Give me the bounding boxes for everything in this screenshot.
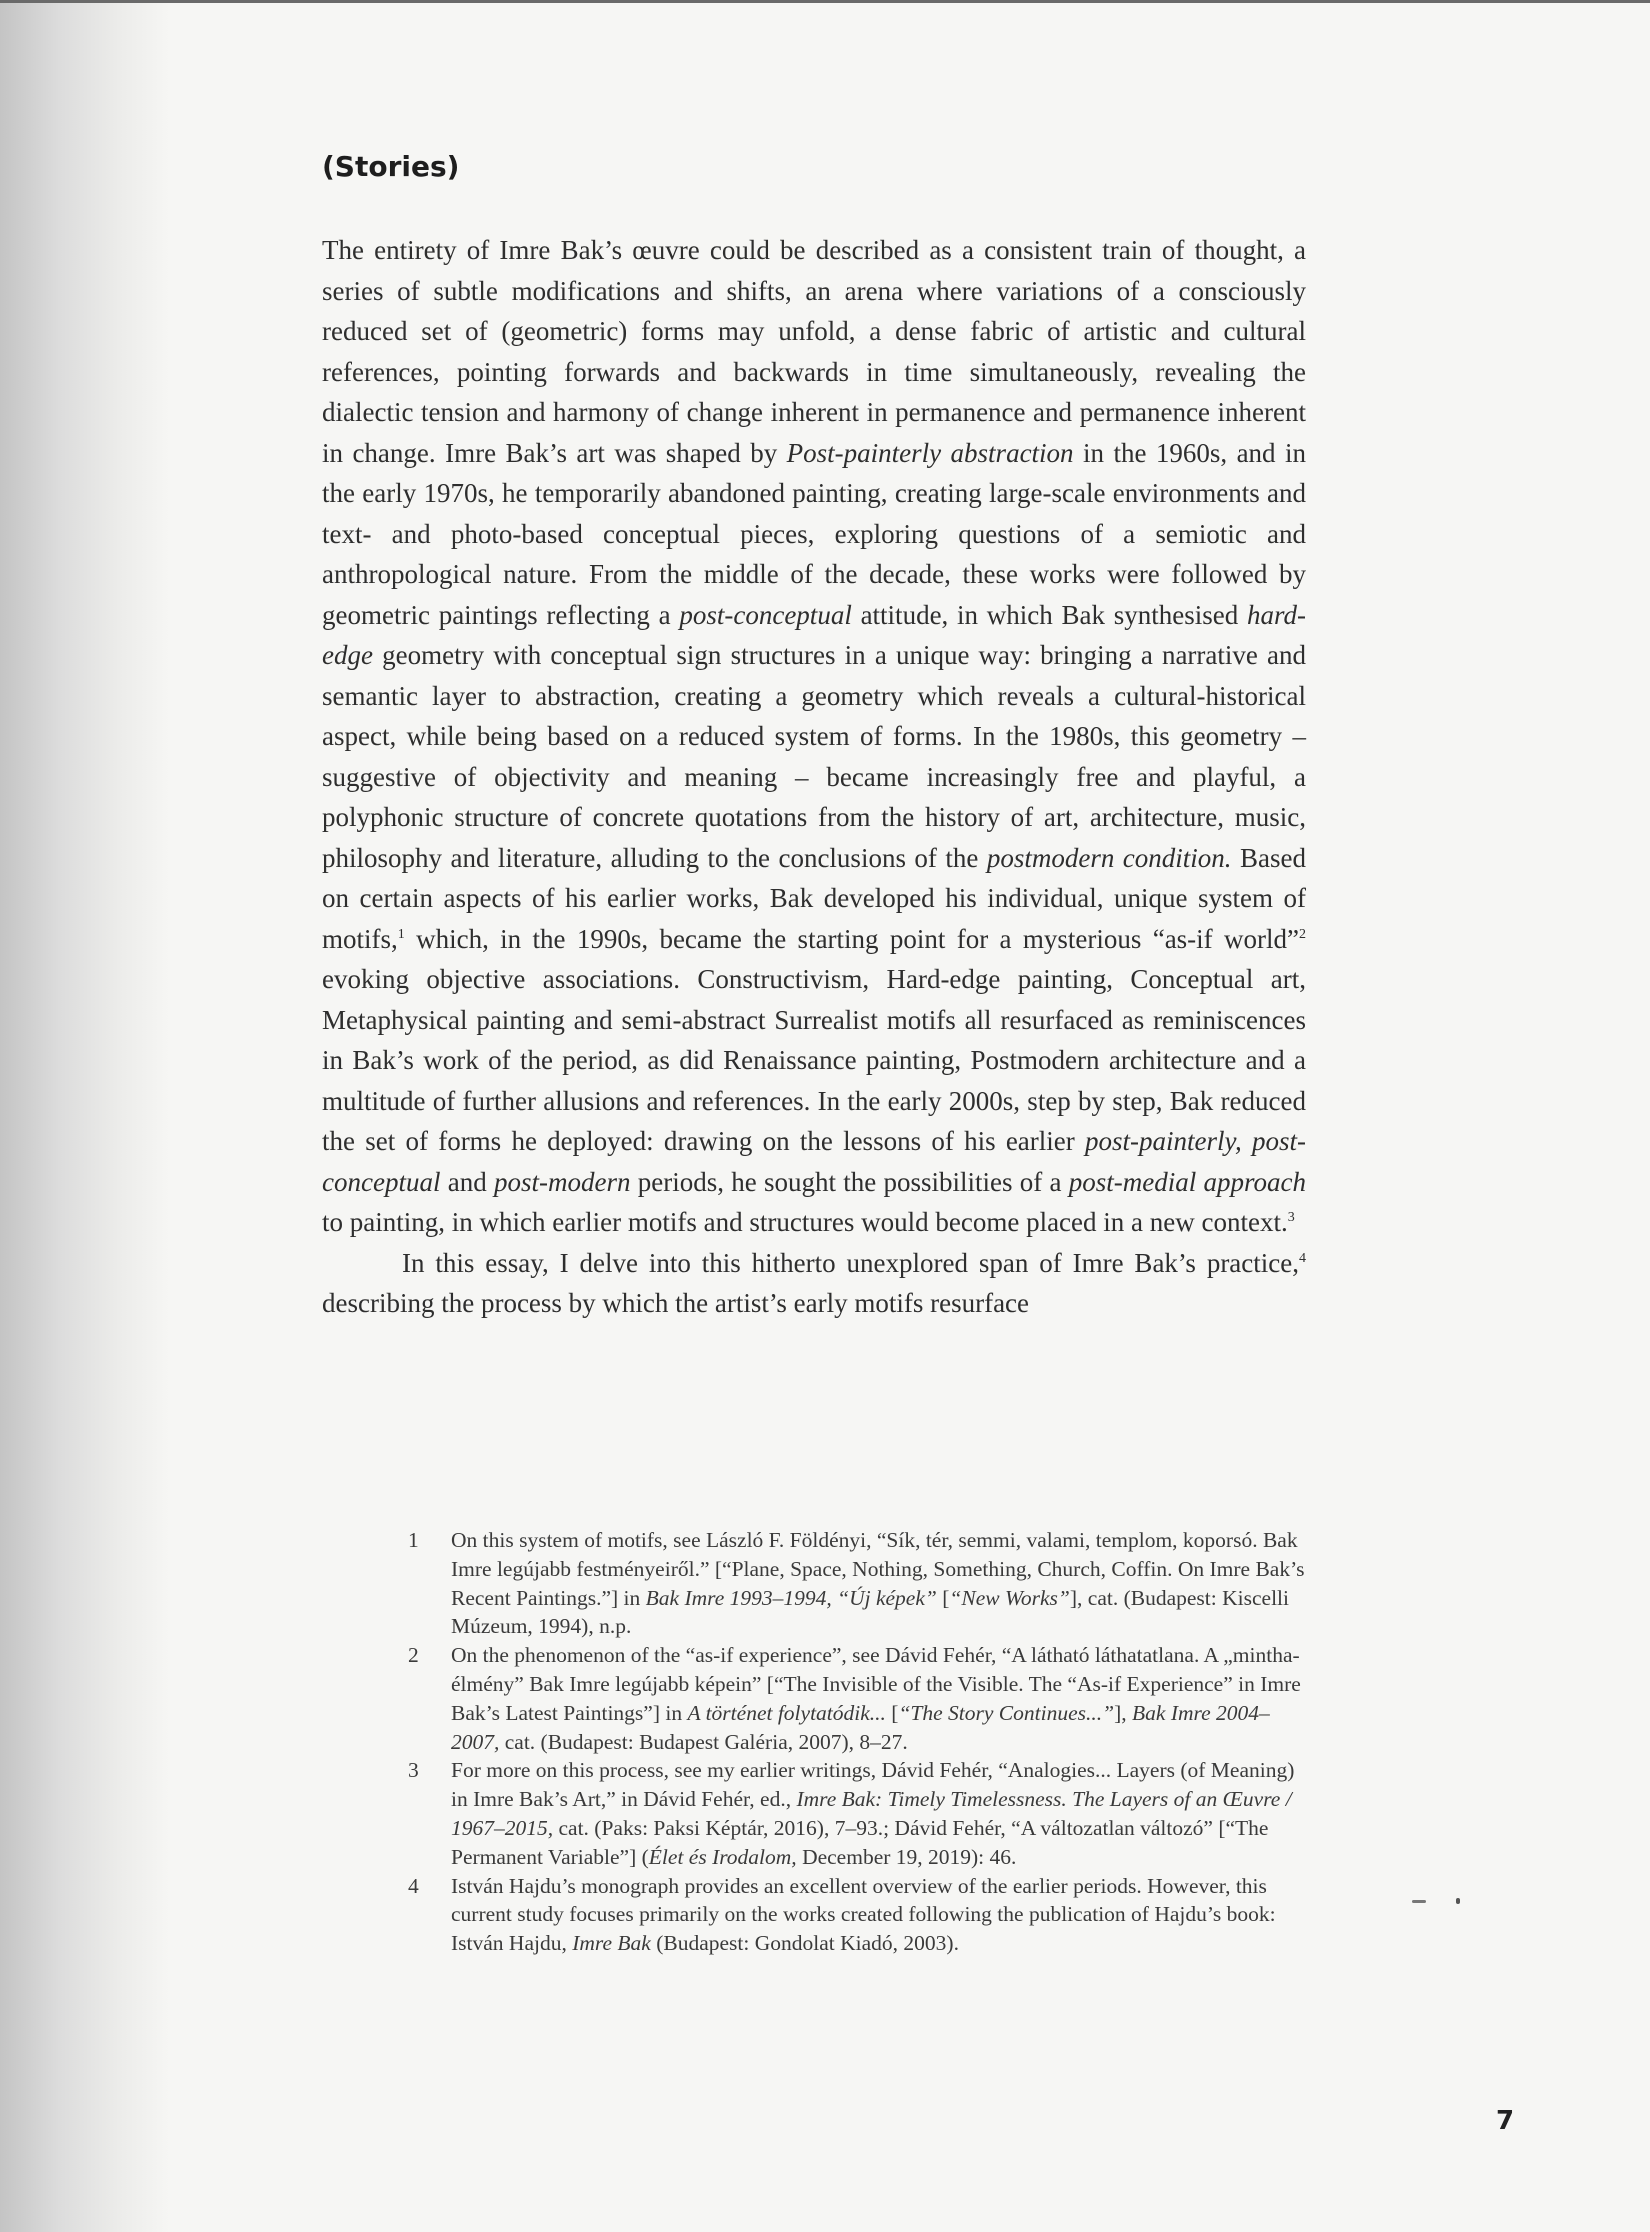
section-heading: (Stories) (322, 150, 460, 183)
text-run: In this essay, I delve into this hitherto unexplored span of Imre Bak’s practice, (402, 1247, 1299, 1278)
text-run: The entirety of Imre Bak’s œuvre could be described as a consistent train of thought, a series of subtle modifications and shifts, an arena where variations of a consciously reduced set of (geometric) forms may unfold, a dense fabric of artistic and cultural references, pointing forwards and backwards in time simultaneously, revealing the dialectic tension and harmony of change inherent in permanence and permanence inherent in change. Imre Bak’s art was shaped by (322, 235, 1306, 468)
footnote-4 (408, 1872, 1308, 1958)
paragraph-1 (322, 230, 1306, 1243)
page-gutter-shadow (0, 0, 170, 2232)
footnote-number: 2 (408, 1643, 419, 1668)
italic-term: post-medial approach (1068, 1166, 1307, 1197)
italic-title: Imre Bak (572, 1931, 651, 1956)
text-run: [ (885, 1700, 899, 1725)
footnote-ref-4[interactable]: 4 (1299, 1250, 1306, 1266)
italic-title: Imre Bak: Timely Timelessness. The Layers of an Œuvre / 1967–2015, (451, 1787, 1292, 1840)
text-run: and (440, 1166, 494, 1197)
footnote-text (451, 1641, 1308, 1756)
text-run: For more on this process, see my earlier writings, Dávid Fehér, “Analogies... Layers (of Meaning) in Imre Bak’s Art,” in Dávid Fehér, ed., (451, 1758, 1295, 1812)
footnote-1 (408, 1526, 1308, 1641)
italic-term: hard-edge (322, 599, 1306, 670)
text-run: in the 1960s, and in the early 1970s, he temporarily abandoned painting, creating large-scale environments and text- and photo-based conceptual pieces, exploring questions of a semiotic and anthropological nature. From the middle of the decade, these works were followed by geometric paintings reflecting a (322, 437, 1306, 630)
footnote-number: 4 (408, 1873, 419, 1898)
footnote-ref-2[interactable]: 2 (1299, 926, 1306, 942)
footnote-2 (408, 1641, 1308, 1756)
italic-term: post-modern (493, 1166, 631, 1197)
scan-speck (1412, 1900, 1426, 1903)
italic-title: “New Works” (949, 1585, 1070, 1610)
page-number: 7 (1496, 2106, 1515, 2136)
italic-term: post-conceptual (679, 599, 852, 630)
text-run: to painting, in which earlier motifs and structures would become placed in a new context. (322, 1207, 1288, 1237)
footnote-number: 3 (408, 1758, 419, 1783)
italic-term: Post-painterly abstraction (786, 437, 1074, 468)
text-run: December 19, 2019): 46. (796, 1844, 1017, 1869)
footnotes (408, 1526, 1308, 1958)
italic-term: post-painterly, post-conceptual (322, 1126, 1306, 1197)
italic-title: Bak Imre 1993–1994, “Új képek” (645, 1585, 937, 1610)
page-top-edge (0, 0, 1650, 3)
footnote-text (451, 1756, 1308, 1871)
text-run: cat. (Paks: Paksi Képtár, 2016), 7–93.; Dávid Fehér, “A változatlan változó” [“The Permanent Variable”] ( (451, 1815, 1269, 1869)
text-run: On the phenomenon of the “as-if experience”, see Dávid Fehér, “A látható láthatatlana. A „mintha-élmény” Bak Imre legújabb képein” [“The Invisible of the Visible. The “As-if Experience” in Imre Bak’s Latest Paintings”] in (451, 1643, 1301, 1725)
text-run: periods, he sought the possibilities of a (630, 1166, 1069, 1197)
text-run: evoking objective associations. Constructivism, Hard-edge painting, Conceptual art, Metaphysical painting and semi-abstract Surrealist motifs all resurfaced as reminiscences in Bak’s work of the period, as did Renaissance painting, Postmodern architecture and a multitude of further allusions and references. In the early 2000s, step by step, Bak reduced the set of forms he deployed: drawing on the lessons of his earlier (322, 964, 1306, 1156)
essay-body (322, 230, 1306, 1324)
footnote-ref-1[interactable]: 1 (397, 926, 405, 942)
footnote-ref-3[interactable]: 3 (1287, 1210, 1295, 1225)
text-run: ], cat. (Budapest: Kiscelli Múzeum, 1994), n.p. (451, 1585, 1289, 1639)
footnote-text (451, 1872, 1308, 1958)
text-run: describing the process by which the artist’s early motifs resurface (322, 1288, 1030, 1318)
text-run: (Budapest: Gondolat Kiadó, 2003). (650, 1931, 959, 1956)
text-run: ], (1114, 1700, 1133, 1725)
text-run: cat. (Budapest: Budapest Galéria, 2007), 8–27. (499, 1729, 908, 1754)
footnote-number: 1 (408, 1528, 419, 1552)
text-run: On this system of motifs, see László F. Földényi, “Sík, tér, semmi, valami, templom, koporsó. Bak Imre legújabb festményeiről.” [“Plane, Space, Nothing, Something, Church, Coffin. On Imre Bak’s Recent Paintings.”] in (451, 1528, 1305, 1610)
text-run: which, in the 1990s, became the starting point for a mysterious “as-if world” (404, 923, 1299, 954)
text-run: attitude, in which Bak synthesised (851, 599, 1247, 630)
italic-title: Élet és Irodalom, (648, 1844, 797, 1869)
italic-term: postmodern condition. (986, 842, 1232, 873)
footnote-3 (408, 1756, 1308, 1871)
text-run: geometry with conceptual sign structures in a unique way: bringing a narrative and semantic layer to abstraction, creating a geometry which reveals a cultural-historical aspect, while being based on a reduced system of forms. In the 1980s, this geometry – suggestive of objectivity and meaning – became increasingly free and playful, a polyphonic structure of concrete quotations from the history of art, architecture, music, philosophy and literature, alluding to the conclusions of the (322, 640, 1306, 873)
text-run: Based on certain aspects of his earlier works, Bak developed his individual, unique system of motifs, (322, 842, 1306, 954)
paragraph-2 (322, 1243, 1306, 1324)
scan-speck (1456, 1898, 1460, 1904)
text-run: [ (936, 1585, 950, 1610)
footnote-text (451, 1526, 1308, 1641)
italic-title: Bak Imre 2004–2007, (451, 1700, 1270, 1754)
italic-title: A történet folytatódik... (687, 1700, 886, 1725)
text-run: István Hajdu’s monograph provides an excellent overview of the earlier periods. However, this current study focuses primarily on the works created following the publication of Hajdu’s book: István Hajdu, (451, 1873, 1276, 1956)
italic-title: “The Story Continues...” (898, 1700, 1115, 1725)
